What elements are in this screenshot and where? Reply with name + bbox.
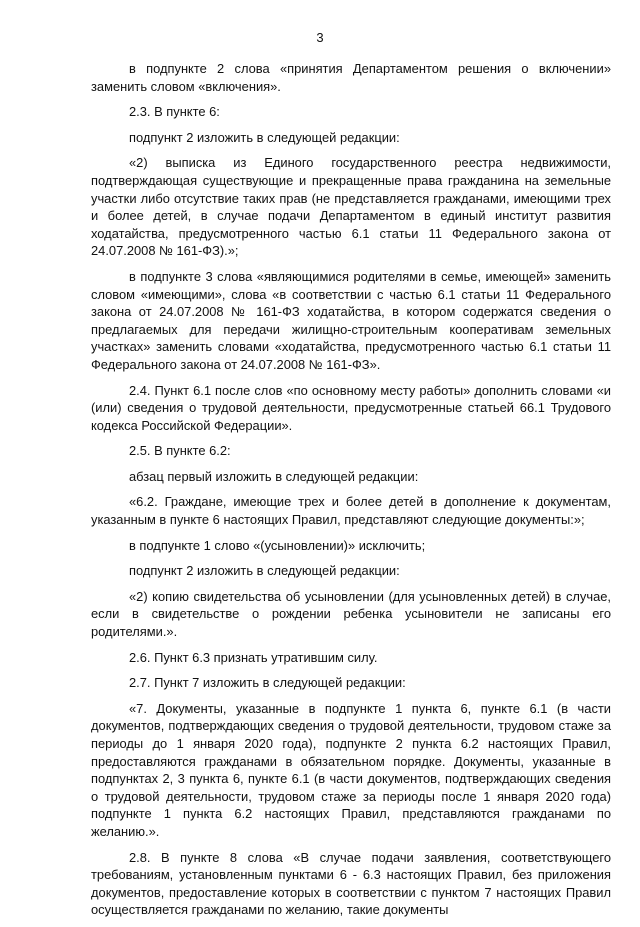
paragraph: подпункт 2 изложить в следующей редакции: bbox=[129, 129, 400, 145]
paragraph: «6.2. Граждане, имеющие трех и более детей в дополнение к документам, указанным в пункте 6 настоящих Правил, представляют следующие документы:»; bbox=[91, 494, 611, 528]
document-body bbox=[91, 60, 611, 927]
paragraph: 2.3. В пункте 6: bbox=[129, 104, 220, 120]
paragraph: 2.6. Пункт 6.3 признать утратившим силу. bbox=[129, 649, 378, 665]
paragraph: «7. Документы, указанные в подпункте 1 пункта 6, пункте 6.1 (в части документов, подтверждающих сведения о трудовой деятельности, трудовом стаже за периоды до 1 января 2020 года), подпункте 2 пункта 6.2 настоящих Правил, предоставляются гражданами в обязательном порядке. Документы, указанные в подпунктах 2, 3 пункта 6, пункте 6.1 (в части документов, подтверждающих сведения о трудовой деятельности, трудовом стаже за периоды после 1 января 2020 года) подпункте 1 пункта 6.2 настоящих Правил, представляются гражданами по желанию.». bbox=[91, 700, 611, 839]
page-number: 3 bbox=[316, 30, 324, 45]
paragraph: «2) выписка из Единого государственного реестра недвижимости, подтверждающая существующие и прекращенные права гражданина на земельные участки либо отсутствие таких прав (не представляется гражданами, имеющими трех и более детей, в случае подачи Департаментом в единый институт развития ходатайства, предусмотренного частью 6.1 статьи 11 Федерального закона от 24.07.2008 № 161-ФЗ).»; bbox=[91, 155, 611, 259]
paragraph: подпункт 2 изложить в следующей редакции: bbox=[129, 563, 400, 579]
paragraph: «2) копию свидетельства об усыновлении (для усыновленных детей) в случае, если в свидетельстве о рождении ребенка усыновители не записаны его родителями.». bbox=[91, 588, 611, 640]
paragraph: в подпункте 2 слова «принятия Департаментом решения о включении» заменить словом «включения». bbox=[91, 61, 611, 94]
paragraph: абзац первый изложить в следующей редакции: bbox=[129, 468, 419, 484]
paragraph: в подпункте 1 слово «(усыновлении)» исключить; bbox=[129, 537, 426, 553]
paragraph: 2.5. В пункте 6.2: bbox=[129, 443, 231, 459]
paragraph: 2.7. Пункт 7 изложить в следующей редакции: bbox=[129, 675, 406, 691]
paragraph: в подпункте 3 слова «являющимися родителями в семье, имеющей» заменить словом «имеющими», слова «в соответствии с частью 6.1 статьи 11 Федерального закона от 24.07.2008 № 161-ФЗ ходатайства, в котором содержатся сведения о предлагаемых для передачи жилищно-строительным кооперативам земельных участках» заменить словами «ходатайства, предусмотренного частью 6.1 статьи 11 Федерального закона от 24.07.2008 № 161-ФЗ». bbox=[91, 268, 611, 372]
paragraph: 2.4. Пункт 6.1 после слов «по основному месту работы» дополнить словами «и (или) сведения о трудовой деятельности, предусмотренные статьей 66.1 Трудового кодекса Российской Федерации». bbox=[91, 382, 611, 433]
paragraph: 2.8. В пункте 8 слова «В случае подачи заявления, соответствующего требованиям, установленным пунктами 6 - 6.3 настоящих Правил, без приложения документов, предоставление которых в соответствии с пунктом 7 настоящих Правил осуществляется гражданами по желанию, такие документы bbox=[91, 849, 611, 918]
